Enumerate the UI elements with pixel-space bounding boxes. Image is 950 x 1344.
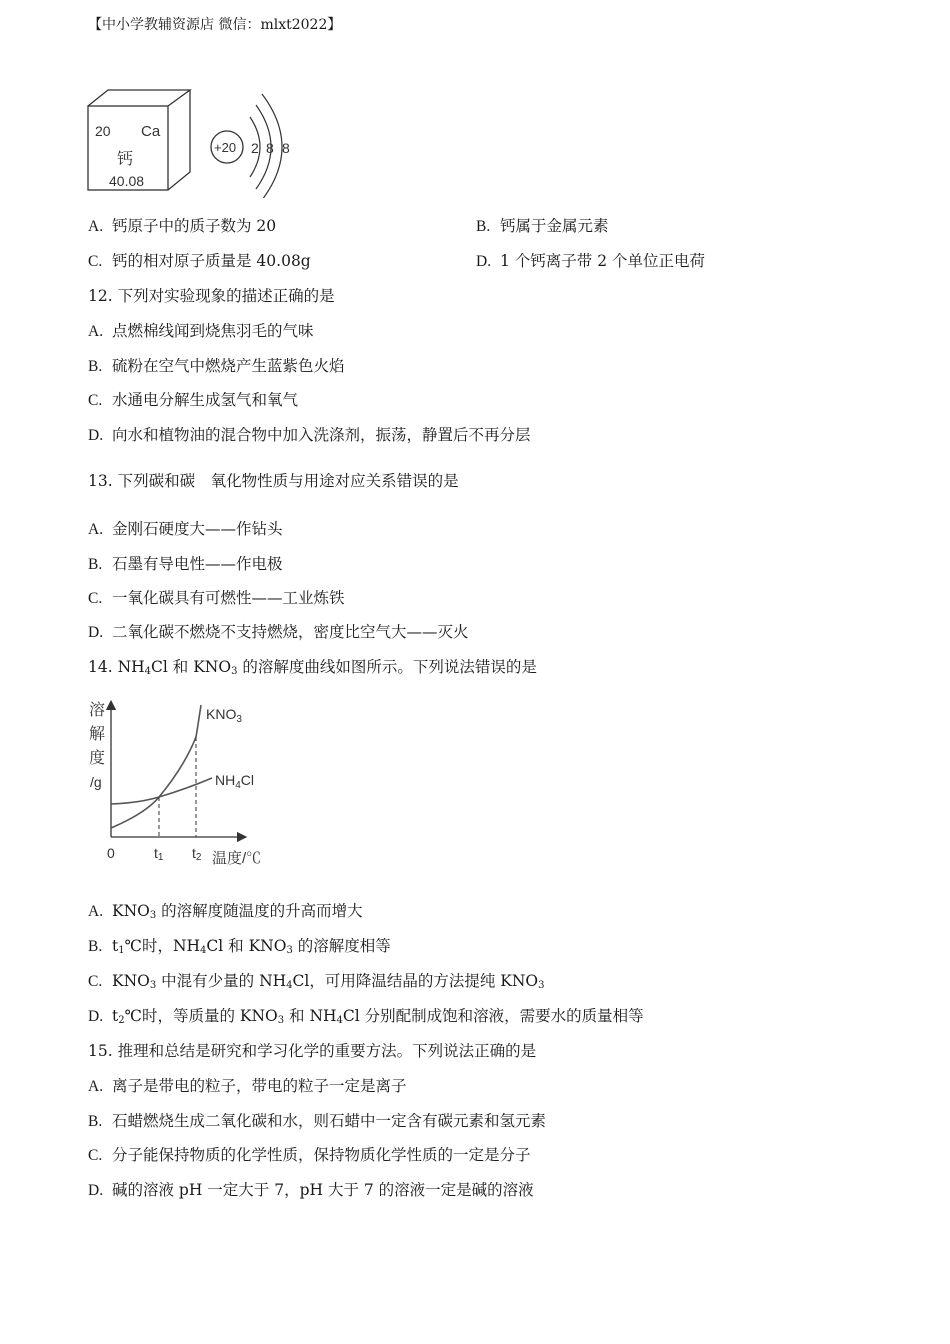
element-name: 钙 [117,151,134,168]
q13-stem: 13. 下列碳和碳 氧化物性质与用途对应关系错误的是 [88,472,459,490]
page-header: 【中小学教辅资源店 微信：mlxt2022】 [88,17,342,33]
q11-option-c[interactable]: C. 钙的相对原子质量是 40.08g [88,252,311,270]
y-axis-label-char: /g [90,774,102,790]
nucleus-charge: +20 [214,140,237,155]
calcium-element-figure [84,86,300,198]
atomic-mass: 40.08 [109,173,145,189]
q15-option-a[interactable]: A. 离子是带电的粒子，带电的粒子一定是离子 [88,1077,407,1095]
q13-option-a[interactable]: A. 金刚石硬度大——作钻头 [88,520,283,538]
q11-option-a[interactable]: A. 钙原子中的质子数为 20 [88,217,277,235]
origin-label: 0 [107,845,115,861]
q13-option-b[interactable]: B. 石墨有导电性——作电极 [88,555,283,573]
y-axis-label-char: 溶 [89,702,106,719]
shell-electron-count: 8 [282,140,290,156]
atomic-number: 20 [95,123,111,139]
x-tick-label: t2 [192,845,202,863]
kno3-series-label: $KNO_3$ [206,706,242,725]
q11-option-b[interactable]: B. 钙属于金属元素 [476,217,609,235]
q11-option-d[interactable]: D. 1 个钙离子带 2 个单位正电荷 [476,252,706,270]
x-tick-label: t1 [154,845,164,863]
q15-option-d[interactable]: D. 碱的溶液 pH 一定大于 7，pH 大于 7 的溶液一定是碱的溶液 [88,1181,534,1199]
element-symbol: Ca [141,123,161,140]
shell-electron-count: 8 [266,140,274,156]
q13-option-c[interactable]: C. 一氧化碳具有可燃性——工业炼铁 [88,589,345,607]
solubility-chart [84,695,284,871]
q12-option-d[interactable]: D. 向水和植物油的混合物中加入洗涤剂，振荡，静置后不再分层 [88,426,531,444]
q12-stem: 12. 下列对实验现象的描述正确的是 [88,287,335,305]
q14-option-d[interactable]: D. $t_2℃$时，等质量的 $KNO_3$ 和 $NH_4Cl$ 分别配制成饱和溶液，需要水的质量相等 [88,1007,644,1026]
q14-option-c[interactable]: C. $KNO_3$ 中混有少量的 $NH_4Cl$，可用降温结晶的方法提纯 $KNO_3$ [88,972,545,991]
q12-option-c[interactable]: C. 水通电分解生成氢气和氧气 [88,391,299,409]
q14-option-b[interactable]: B. $t_1℃$时，$NH_4Cl$ 和 $KNO_3$ 的溶解度相等 [88,937,391,956]
shell-electron-count: 2 [251,140,259,156]
q14-option-a[interactable]: A. $KNO_3$ 的溶解度随温度的升高而增大 [88,902,363,921]
q15-stem: 15. 推理和总结是研究和学习化学的重要方法。下列说法正确的是 [88,1042,537,1060]
kno3-curve [111,705,201,828]
nh4cl-curve [111,778,212,804]
q14-stem: 14. $NH_4Cl$ 和 $KNO_3$ 的溶解度曲线如图所示。下列说法错误的是 [88,658,537,677]
nh4cl-series-label: $NH_4Cl$ [215,772,255,791]
q12-option-a[interactable]: A. 点燃棉线闻到烧焦羽毛的气味 [88,322,314,340]
atom-structure-diagram [211,94,290,198]
q13-option-d[interactable]: D. 二氧化碳不燃烧不支持燃烧，密度比空气大——灭火 [88,623,469,641]
q15-option-c[interactable]: C. 分子能保持物质的化学性质，保持物质化学性质的一定是分子 [88,1146,531,1164]
y-axis-label-char: 度 [89,750,106,767]
x-axis-label: 温度/℃ [212,850,262,867]
y-axis-label-char: 解 [89,726,106,743]
q12-option-b[interactable]: B. 硫粉在空气中燃烧产生蓝紫色火焰 [88,357,345,375]
q15-option-b[interactable]: B. 石蜡燃烧生成二氧化碳和水，则石蜡中一定含有碳元素和氢元素 [88,1112,547,1130]
